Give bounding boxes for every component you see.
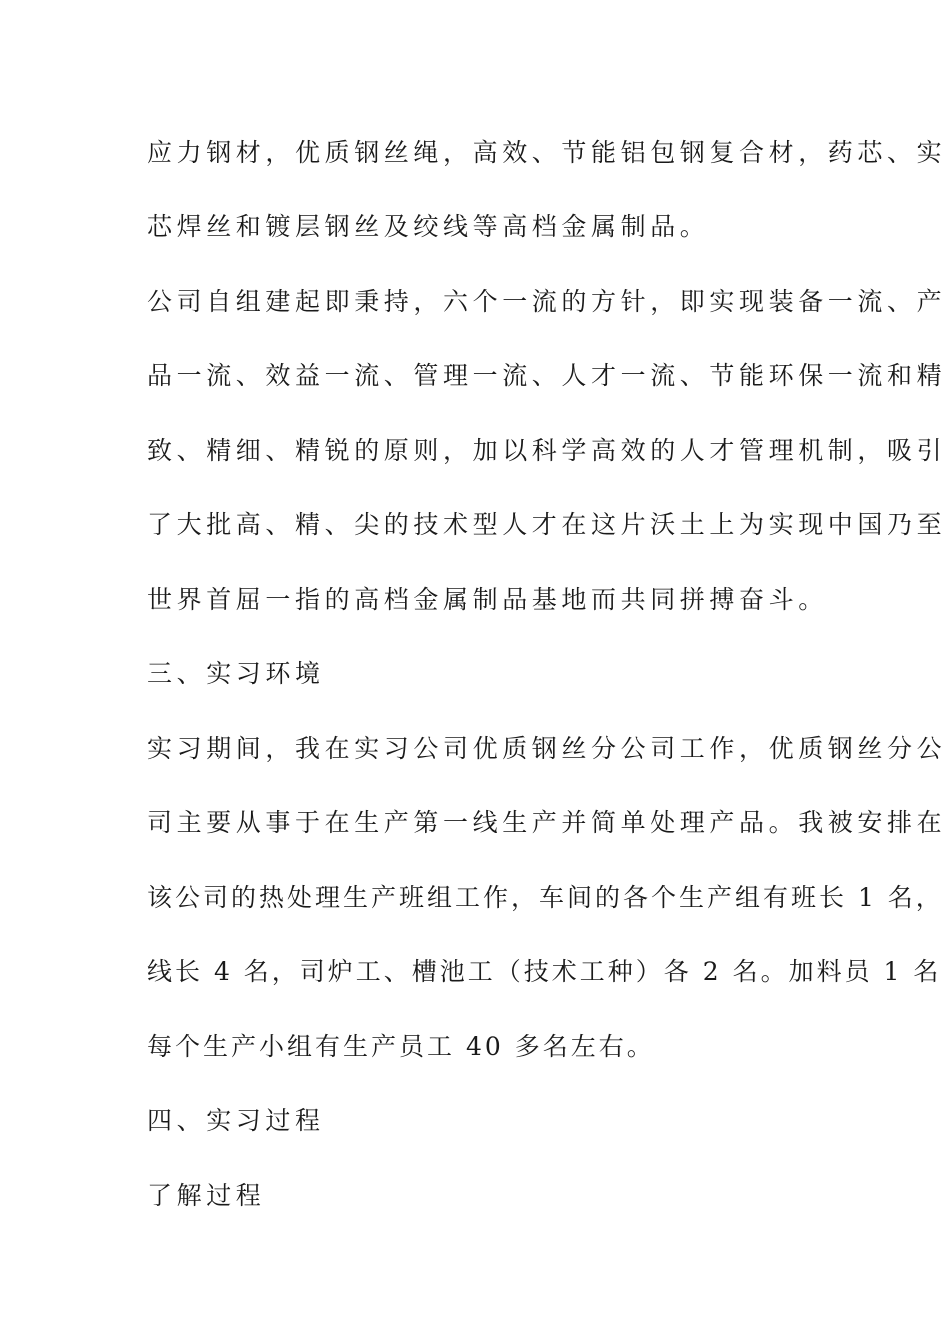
section-heading: 三、实习环境 — [147, 659, 325, 688]
paragraph-line: 该公司的热处理生产班组工作，车间的各个生产组有班长 1 名， — [147, 883, 944, 912]
paragraph-line: 每个生产小组有生产员工 40 多名左右。 — [147, 1032, 655, 1061]
subsection-heading: 了解过程 — [147, 1181, 266, 1210]
paragraph-line: 芯焊丝和镀层钢丝及绞线等高档金属制品。 — [147, 212, 710, 241]
paragraph-line: 公司自组建起即秉持，六个一流的方针，即实现装备一流、产 — [147, 287, 947, 316]
paragraph-line: 世界首屈一指的高档金属制品基地而共同拼搏奋斗。 — [147, 585, 828, 614]
paragraph-line: 品一流、效益一流、管理一流、人才一流、节能环保一流和精 — [147, 361, 947, 390]
paragraph-line: 线长 4 名，司炉工、槽池工（技术工种）各 2 名。加料员 1 名 — [147, 957, 942, 986]
paragraph-line: 应力钢材，优质钢丝绳，高效、节能铝包钢复合材，药芯、实 — [147, 138, 947, 167]
section-heading: 四、实习过程 — [147, 1106, 325, 1135]
paragraph-line: 司主要从事于在生产第一线生产并简单处理产品。我被安排在 — [147, 808, 947, 837]
paragraph-line: 了大批高、精、尖的技术型人才在这片沃土上为实现中国乃至 — [147, 510, 947, 539]
paragraph-line: 实习期间，我在实习公司优质钢丝分公司工作，优质钢丝分公 — [147, 734, 947, 763]
paragraph-line: 致、精细、精锐的原则，加以科学高效的人才管理机制，吸引 — [147, 436, 947, 465]
